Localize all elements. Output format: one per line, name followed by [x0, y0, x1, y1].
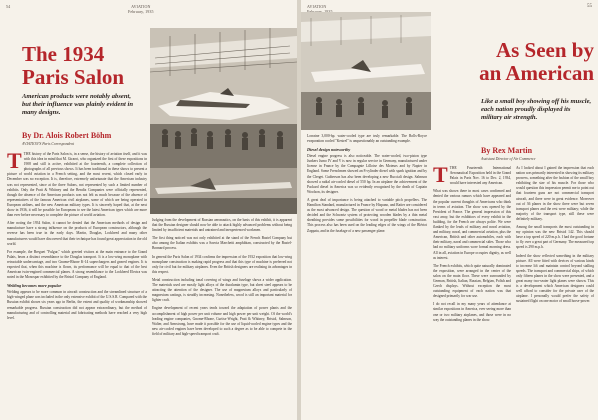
left-column-1: [7, 152, 147, 416]
article-title-right: [479, 40, 594, 84]
title-line-1: The 1934: [22, 42, 105, 66]
drop-cap: T: [7, 152, 22, 173]
body-paragraph: TTHE history of the Paris Salon is, in a sense, the history of aviation itself, and it was with this idea in mind that M. Girarot, who organized the first of these expositions in 1908 and still is active, exhibited at the fourteenth, a complete collection of photographs of all previous shows. It has been traditional in these shows to present a picture of world aviation in a French setting, and the most recent, which closed early in December was no exception. It is, therefore, extremely unfortunate that the American industry was not represented, since at the three Salons, not represented by such a limited number of exhibits. Only the Pratt & Whitney and the Bendix Companies were officially represented, though the absence of the American products was not felt as much because of the absence of representatives of the famous American civil airplanes, some of which are being operated in European airlines, and the new American military types. It is sincerely hoped that, at the next show in 1936, it will be possible for Europeans to see the latest American types which are more than ever before necessary to complete the picture of world aviation.: [7, 152, 147, 218]
section-heading: Welding becomes more popular: [7, 283, 62, 289]
body-paragraph: Indeed the show reflected something in the military picture. All were fitted with devices of various kinds to increase lift and maintain control beyond stalling speeds. The transport and commercial ships, of which only fifteen planes in the show were presented, and a great many two-seater light planes were shown. This is a development which American designers could well afford to consider for the private user of the airplane. I personally would prefer the safety of sustained flight on one motor of small horse-power.: [516, 253, 594, 304]
byline-right: By Rex Martin: [481, 146, 533, 155]
body-paragraph: For example, the Breguet "Fulgur," which greeted visitors at the main entrance to the Grand Palais, bears a distinct resemblance to the Douglas transport. It is a low-wing monoplane with retractable undercarriage, and two Gnome-Rhone K-14 superchargers and geared engines. It is expected that, when this machine is flown, its performance will be equal to that of the best American twin-engined commercial planes. A strong resemblance to the Lockheed Electra was noted in the Monospar exhibited by the Bristol Company of England.: [7, 249, 147, 280]
running-head-right: AVIATION: [307, 4, 327, 9]
body-paragraph: In general the Paris Salon of 1934 confirms the impression of the 1932 exposition that low-wing monoplane construction is making rapid progress and that this type of machine is preferred not only for civil but for military airplanes. Even the British designers are realizing its advantages in this respect.: [152, 254, 292, 274]
exhibition-hall-image: [150, 28, 297, 168]
page-number-right: 55: [587, 4, 592, 9]
body-paragraph: A great deal of importance is being attached to variable pitch propellers. The Hamilton Standard, manufactured in France by Hispano, and Ratier are considered as the most advanced design. The question of wood or metal blades has not been decided and the Schwartz system of protecting wooden blades by a thin metal sheathing provides some possibilities for wood in propeller blade construction. This process also has been used on the leading edges of the wings of the Blériot Zappata, and in the fuselage of a new passenger plane.: [307, 197, 427, 233]
body-paragraph: After noting the 1934 Salon, it cannot be denied that the American methods of design and manufacture have a strong influence on the products of European constructors, although the reverse has been true in the early days. Martin, Douglas, Lockheed and many other manufacturers would have discovered that their technique has found great appreciation in the old world.: [7, 221, 147, 246]
body-paragraph: TTHE Fourteenth International Aeronautical Exposition held in the Grand Palais in Paris Nov. 16 to Dec. 2, 1934, would have interested any American.: [433, 166, 511, 187]
article-dek-right: Like a small boy showing off his muscle, each nation proudly displayed its military air strength.: [481, 98, 592, 121]
byline-affiliation: AVIATION'S Paris Correspondent: [22, 142, 75, 146]
body-paragraph: Among the small transports the most outstanding in my opinion was the new Bristol 142. This should have a top speed of 220 m.p.h. I had the good fortune to fly over a great part of Germany. The measured top speed is 290 m.p.h.: [516, 225, 594, 250]
body-paragraph: Engine development of recent years tends toward the adaptation of power plants and the accomplishment of high power per unit volume and high power per unit weight. Of the world's leading engine companies, Gnome-Rhone, Curtiss-Wright, Pratt & Whitney, Bristol, Salmson, Walter, and Armstrong, have made it possible for the use of liquid-cooled engine types and the new air-cooled engines have been developed to such a degree as to be able to compete in the field of military and high-speed transport craft.: [152, 306, 292, 336]
body-paragraph: Diesel engine progress is also noticeable. The water-cooled, two-piston type Junkers Jumo IV and V is now in regular service in Germany, manufactured under license in France by the Compagnie Lilloise des Moteurs and by Napier in England. Some Frenchmen showed an 8-cylinder diesel with spark ignition and by the Clerget. Guiberson has also been developing a new Bucciali design. Salmson showed a radial air-cooled diesel of 550 hp. In an airplane the achievement of the Packard diesel in America was so evidently recognized by the death of Captain Woolson, its designer.: [307, 154, 427, 194]
body-paragraph: Lorraine 3,000-hp. water-cooled type are truly remarkable. The Rolls-Royce evaporation cooled "Kestrel" is unquestionably an outstanding example.: [307, 134, 427, 144]
right-column-2: [433, 166, 511, 416]
display-stand-image: [301, 12, 431, 130]
title-line-1: As Seen by: [495, 38, 594, 62]
running-head-title-left: AVIATION February, 1935: [128, 4, 154, 14]
running-head-left: 54: [6, 4, 11, 9]
title-line-2: Paris Salon: [22, 65, 125, 89]
body-paragraph: Welding appears to be more common in aircraft construction and the streamlined structure of a high-winged plane was included in the only extensive exhibit of the U.S.S.R. Compared with the Russian exhibit shown six years ago in Berlin, the extent and quality of workmanship showed remarkable progress. Russian construction did not appear extraordinary, but the method of manufacturing and of controlling material and fabricating methods have reached a very high level.: [7, 290, 147, 320]
drop-cap: T: [433, 166, 448, 187]
byline-affiliation-right: Assistant Director of Air Commerce: [481, 157, 536, 161]
exhibition-photo: [150, 28, 297, 168]
article-title: [22, 44, 132, 88]
left-column-2: [152, 218, 292, 416]
body-paragraph: The first thing noticed was not only exhibited at the stand of the French Bustel Company but also among the Italian exhibits was a Savoia Marchetti amphibian, constructed by the Bustel-Bonnard process.: [152, 236, 292, 251]
aircraft-display-image: [150, 168, 297, 214]
right-page: [301, 0, 598, 420]
body-paragraph: Metal construction including tonal covering of wings and fuselage shows a wider application. The materials used are mostly light alloys of the duralumin type, but sheet steel appears to be attracting the attention of the designer. The use of magnesium alloys and particularly of magnesium castings, is steadily increasing. Nonetheless, wood is still an important material for lighter craft.: [152, 277, 292, 303]
left-page: [0, 0, 297, 420]
body-paragraph: Judging from the development of Russian aeronautics, on the basis of this exhibit, it is apparent that the Russian designer should now be able to attack highly advanced problems without being limited by insufficient materials and untrained and inexperienced workmen.: [152, 218, 292, 233]
title-line-2: an American: [479, 61, 594, 85]
aircraft-display-photo: [150, 168, 297, 214]
display-stand-photo: [301, 12, 431, 130]
section-heading: Diesel design noteworthy: [307, 147, 351, 153]
body-paragraph: I do not recall in my many years of attendance at similar expositions in America, ever seeing more than one or two military airplanes, and those were in no way the outstanding planes in the show.: [433, 302, 511, 322]
right-column-1: [307, 134, 427, 416]
body-paragraph: The French exhibits, which quite naturally dominated the exposition, were arranged in the center of the salon on the main floor. These were surrounded by German, British, Italian, Russian, Belgian, Polish and Czech displays. Without exception the most outstanding equipment of each nation was that designed primarily for war use.: [433, 263, 511, 299]
body-paragraph: As I looked about I gained the impression that each nation was primarily interested in showing its military prowess, something after the fashion of the small boy exhibiting the size of his muscle. For those who would question this impression permit me to point out that fourteen guns are not commercial transport aircraft, and there were in great evidence. Moreover out of 36 planes in the show there were but seven transport planes and the rest were military; while the majority of the transport type, still these were definitely military.: [516, 166, 594, 221]
byline: By Dr. Alois Robert Böhm: [22, 131, 112, 140]
article-dek: American products were notably absent, but their influence was plainly evident in many designs.: [22, 93, 134, 116]
body-paragraph: What was shown there in most cases confirmed and denied the various rumors which have appeared and the popular current thoughts of Americans who think in terms of aviation. The show was opened by the President of France. The general impression of this vast array, but the exhibitors of every exhibit in the building, for the French are always polite. We were flanked by the leads of military and naval aviation, and military, naval, and commercial aviation, plus the American, British and other automobiles, each with their military, naval and commercial sides. Those who had no military uniforms wore formal morning dress. All in all, aviation in Europe occupies dignity, as well as interest.: [433, 189, 511, 260]
right-column-3: [516, 166, 594, 416]
